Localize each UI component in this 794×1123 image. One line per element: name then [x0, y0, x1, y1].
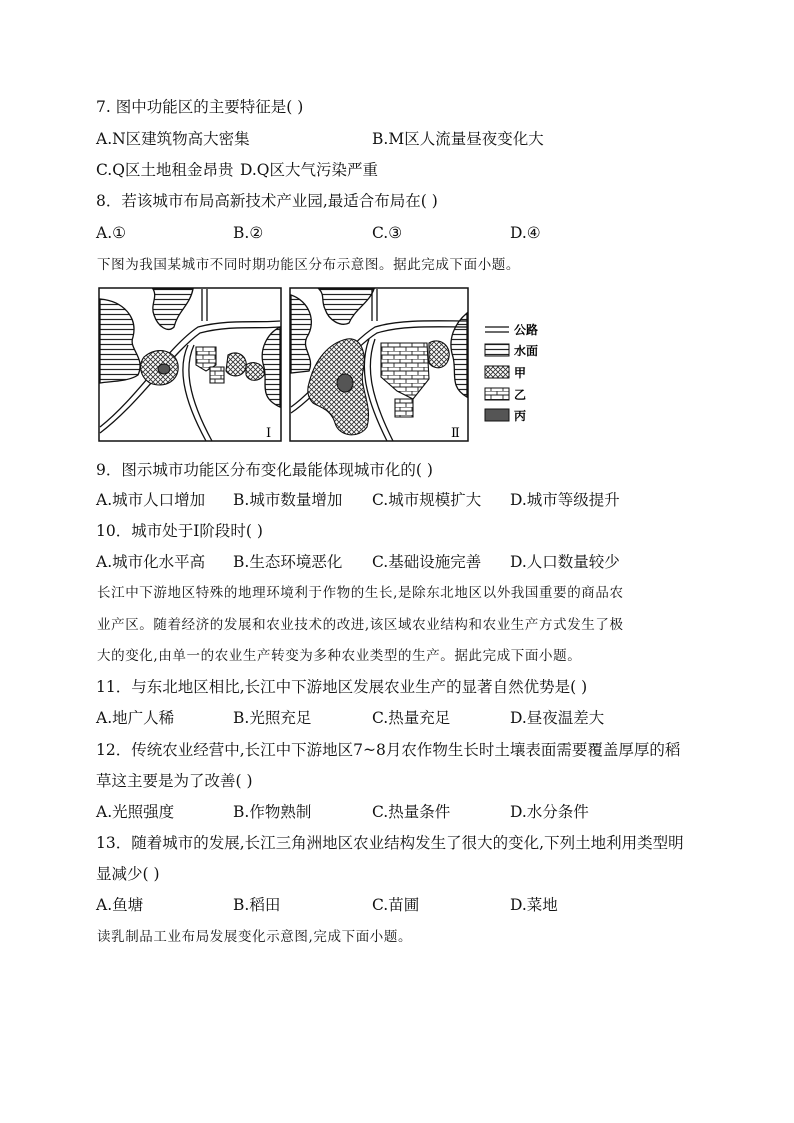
question-12-stem-line-1: 12．传统农业经营中,长江中下游地区7~8月农作物生长时土壤表面需要覆盖厚厚的稻	[96, 741, 681, 759]
q10-option-a[interactable]: A.城市化水平高	[96, 553, 206, 571]
q11-option-d[interactable]: D.昼夜温差大	[510, 709, 605, 727]
agri-intro-line-1: 长江中下游地区特殊的地理环境利于作物的生长,是除东北地区以外我国重要的商品农	[97, 585, 624, 601]
svg-text:甲: 甲	[514, 366, 527, 380]
q12-option-b[interactable]: B.作物熟制	[233, 803, 312, 821]
q11-option-b[interactable]: B.光照充足	[233, 709, 312, 727]
legend-water	[485, 343, 538, 358]
q7-option-a[interactable]: A.N区建筑物高大密集	[96, 130, 250, 148]
q9-option-c[interactable]: C.城市规模扩大	[372, 491, 482, 509]
q7-option-c[interactable]: C.Q区土地租金昂贵	[96, 161, 234, 179]
q7-option-b[interactable]: B.M区人流量昼夜变化大	[372, 130, 544, 148]
panel-1-label: Ⅰ	[266, 426, 272, 441]
svg-text:乙: 乙	[514, 388, 527, 402]
question-12-stem-line-2: 草这主要是为了改善( )	[96, 772, 253, 790]
svg-text:丙: 丙	[514, 409, 527, 423]
q13-option-a[interactable]: A.鱼塘	[96, 896, 144, 914]
q13-option-d[interactable]: D.菜地	[510, 896, 558, 914]
q7-option-d[interactable]: D.Q区大气污染严重	[240, 161, 379, 179]
city-function-zone-map	[98, 287, 558, 443]
question-7-stem: 7. 图中功能区的主要特征是( )	[96, 98, 304, 116]
q8-option-d[interactable]: D.④	[510, 224, 541, 242]
question-13-stem-line-1: 13．随着城市的发展,长江三角洲地区农业结构发生了很大的变化,下列土地利用类型明	[96, 834, 684, 852]
question-10-stem: 10．城市处于Ⅰ阶段时( )	[96, 522, 263, 540]
q8-option-c[interactable]: C.③	[372, 224, 403, 242]
q13-option-c[interactable]: C.苗圃	[372, 896, 420, 914]
q9-option-a[interactable]: A.城市人口增加	[96, 491, 206, 509]
q11-option-a[interactable]: A.地广人稀	[96, 709, 175, 727]
map-legend	[485, 322, 538, 423]
panel-2-label: Ⅱ	[451, 426, 460, 441]
agri-intro-line-2: 业产区。随着经济的发展和农业技术的改进,该区域农业结构和农业生产方式发生了极	[97, 617, 624, 633]
question-13-stem-line-2: 显减少( )	[96, 865, 160, 883]
legend-road	[485, 322, 538, 337]
q11-option-c[interactable]: C.热量充足	[372, 709, 451, 727]
agri-intro-line-3: 大的变化,由单一的农业生产转变为多种农业类型的生产。据此完成下面小题。	[97, 648, 582, 664]
svg-text:水面: 水面	[514, 344, 539, 358]
q9-option-b[interactable]: B.城市数量增加	[233, 491, 343, 509]
question-9-stem: 9．图示城市功能区分布变化最能体现城市化的( )	[96, 461, 433, 479]
dairy-intro-text: 读乳制品工业布局发展变化示意图,完成下面小题。	[97, 929, 413, 945]
svg-text:公路: 公路	[514, 323, 539, 337]
q12-option-c[interactable]: C.热量条件	[372, 803, 451, 821]
legend-zone-jia	[485, 366, 526, 380]
q8-option-b[interactable]: B.②	[233, 224, 264, 242]
q10-option-b[interactable]: B.生态环境恶化	[233, 553, 343, 571]
map-panel-1	[99, 288, 281, 441]
q12-option-d[interactable]: D.水分条件	[510, 803, 589, 821]
q12-option-a[interactable]: A.光照强度	[96, 803, 175, 821]
q13-option-b[interactable]: B.稻田	[233, 896, 281, 914]
q10-option-c[interactable]: C.基础设施完善	[372, 553, 482, 571]
question-11-stem: 11．与东北地区相比,长江中下游地区发展农业生产的显著自然优势是( )	[96, 678, 588, 696]
legend-zone-yi	[485, 388, 526, 402]
question-8-stem: 8．若该城市布局高新技术产业园,最适合布局在( )	[96, 192, 438, 210]
map-panel-2	[290, 288, 468, 441]
q10-option-d[interactable]: D.人口数量较少	[510, 553, 620, 571]
q9-option-d[interactable]: D.城市等级提升	[510, 491, 620, 509]
legend-zone-bing	[485, 408, 526, 423]
map-intro-text: 下图为我国某城市不同时期功能区分布示意图。据此完成下面小题。	[97, 257, 520, 273]
q8-option-a[interactable]: A.①	[96, 224, 127, 242]
